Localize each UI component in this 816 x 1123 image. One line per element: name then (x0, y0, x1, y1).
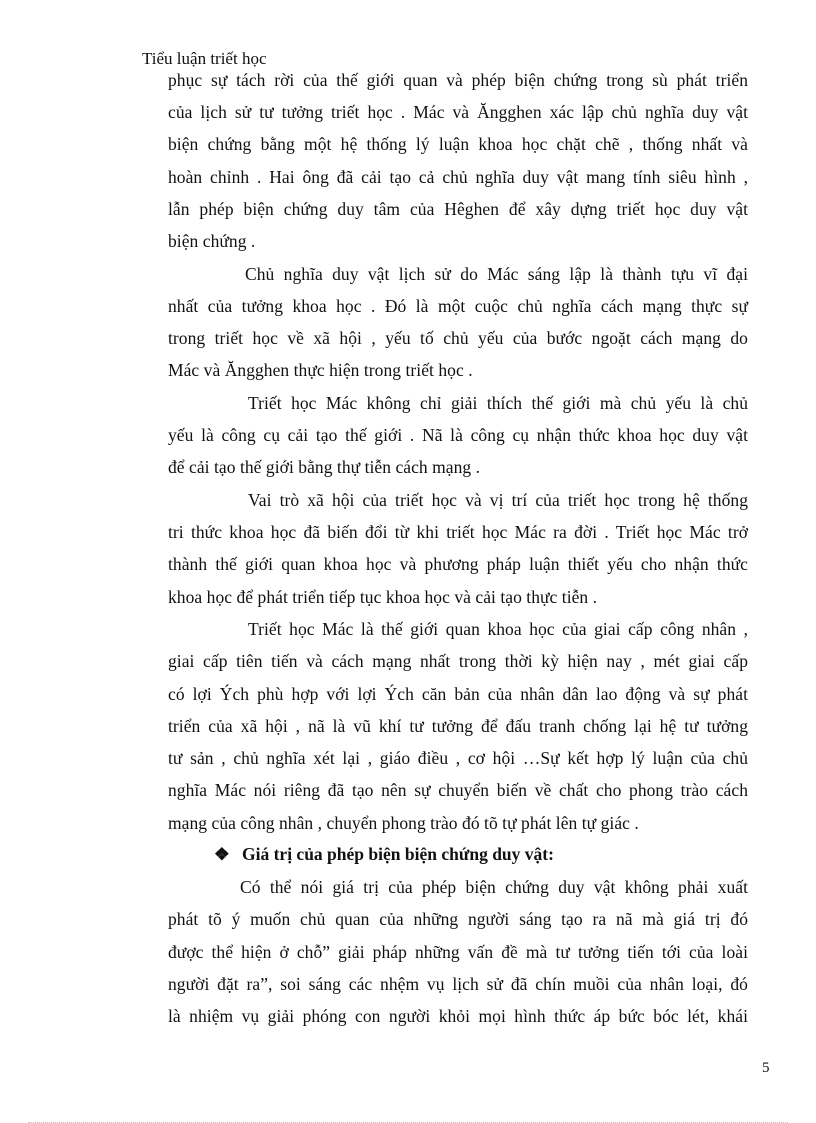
text-line: nhất của tưởng khoa học . Đó là một cuộc chủ nghĩa cách mạng thực sự (168, 296, 748, 316)
text-line: Chủ nghĩa duy vật lịch sử do Mác sáng lập là thành tựu vĩ đại (245, 264, 748, 284)
document-header: Tiểu luận triết học (142, 49, 267, 68)
text-line: Vai trò xã hội của triết học và vị trí của triết học trong hệ thống (248, 490, 748, 510)
section-heading-text: Giá trị của phép biện biện chứng duy vật: (242, 844, 554, 864)
section-heading (214, 842, 554, 866)
text-line: có lợi Ých phù hợp với lợi Ých căn bản của nhân dân lao động và sự phát (168, 684, 748, 704)
text-line: thành thế giới quan khoa học và phương pháp luận thiết yếu cho nhận thức (168, 554, 748, 574)
text-line: tư sản , chủ nghĩa xét lại , giáo điều , cơ hội …Sự kết hợp lý luận của chủ (168, 748, 748, 768)
text-line: người đặt ra”, soi sáng các nhệm vụ lịch sử đã chín muồi của nhân loại, đó (168, 974, 748, 994)
text-line: Mác và Ăngghen thực hiện trong triết học . (168, 360, 473, 380)
text-line: giai cấp tiên tiến và cách mạng nhất trong thời kỳ hiện nay , mét giai cấp (168, 651, 748, 671)
text-line: phục sự tách rời của thế giới quan và phép biện chứng trong sù phát triển (168, 70, 748, 90)
text-line: tri thức khoa học đã biến đổi từ khi triết học Mác ra đời . Triết học Mác trở (168, 522, 748, 542)
text-line: là nhiệm vụ giải phóng con người khỏi mọi hình thức áp bức bóc lét, khái (168, 1006, 748, 1026)
text-line: khoa học để phát triển tiếp tục khoa học và cải tạo thực tiễn . (168, 587, 598, 607)
text-line: Triết học Mác là thế giới quan khoa học của giai cấp công nhân , (248, 619, 748, 639)
text-line: được thể hiện ở chỗ” giải pháp những vấn đề mà tư tưởng tiến tới của loài (168, 942, 748, 962)
text-line: Có thể nói giá trị của phép biện chứng duy vật không phải xuất (240, 877, 748, 897)
text-line: Triết học Mác không chỉ giải thích thế giới mà chủ yếu là chủ (248, 393, 748, 413)
text-line: lẫn phép biện chứng duy tâm của Hêghen để xây dựng triết học duy vật (168, 199, 748, 219)
text-line: để cải tạo thế giới bằng thự tiễn cách mạng . (168, 457, 481, 477)
text-line: trong triết học về xã hội , yếu tố chủ yếu của bước ngoặt cách mạng do (168, 328, 748, 348)
text-line: biện chứng . (168, 231, 256, 251)
text-line: mạng của công nhân , chuyển phong trào đó tõ tự phát lên tự giác . (168, 813, 639, 833)
text-line: phát tõ ý muốn chủ quan của những người sáng tạo ra nã mà giá trị đó (168, 909, 748, 929)
text-line: triển của xã hội , nã là vũ khí tư tưởng để đấu tranh chống lại hệ tư tưởng (168, 716, 748, 736)
text-line: hoàn chỉnh . Hai ông đã cải tạo cả chủ nghĩa duy vật mang tính siêu hình , (168, 167, 748, 187)
diamond-bullet-icon: ❖ (214, 844, 230, 864)
text-line: yếu là công cụ cải tạo thế giới . Nã là công cụ nhận thức khoa học duy vật (168, 425, 748, 445)
text-line: nghĩa Mác nói riêng đã tạo nên sự chuyển biến về chất cho phong trào cách (168, 780, 748, 800)
text-line: biện chứng bằng một hệ thống lý luận khoa học chặt chẽ , thống nhất và (168, 134, 748, 154)
text-line: của lịch sử tư tưởng triết học . Mác và Ăngghen xác lập chủ nghĩa duy vật (168, 102, 748, 122)
page-number: 5 (762, 1060, 770, 1076)
